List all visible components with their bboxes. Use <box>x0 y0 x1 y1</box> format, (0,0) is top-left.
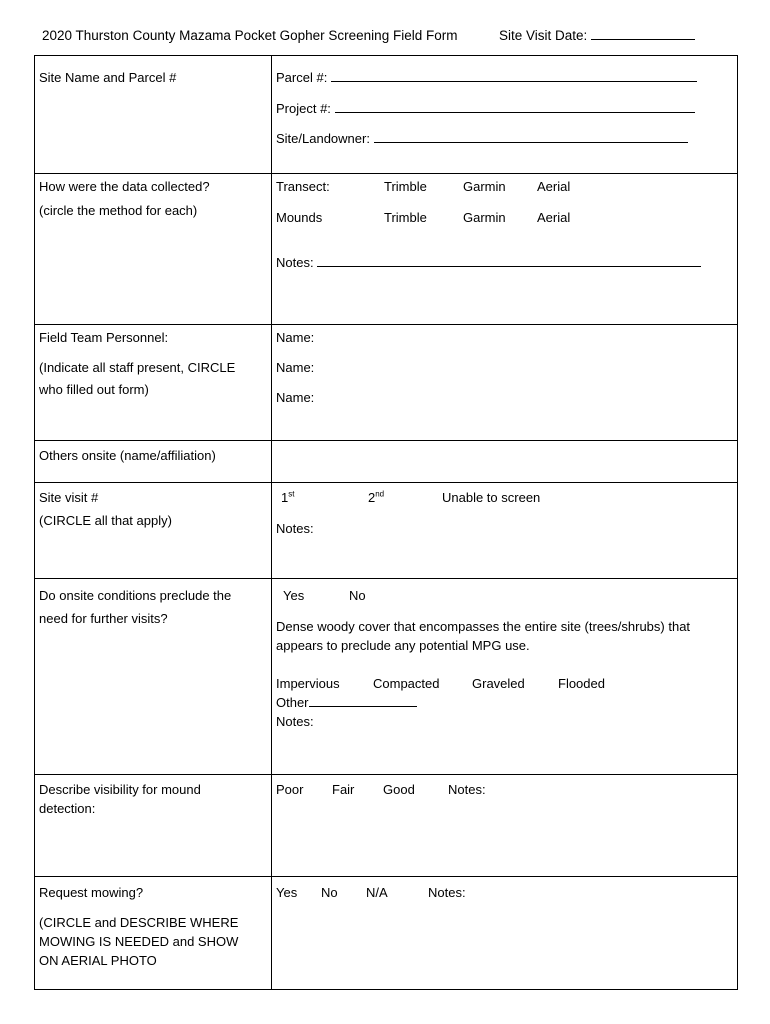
site-label: Site Name and Parcel # <box>39 70 177 85</box>
row-personnel <box>35 325 737 441</box>
mounds-option-garmin[interactable]: Garmin <box>463 210 506 225</box>
parcel-label: Parcel #: <box>276 70 328 85</box>
conditions-option-no[interactable]: No <box>349 588 366 603</box>
personnel-sublabel-2: who filled out form) <box>39 382 149 397</box>
others-onsite-field[interactable] <box>272 441 738 482</box>
project-line <box>276 101 695 117</box>
site-visit-sublabel: (CIRCLE all that apply) <box>39 513 172 528</box>
mowing-option-na[interactable]: N/A <box>366 885 388 900</box>
transect-label: Transect: <box>276 179 330 194</box>
conditions-label-1: Do onsite conditions preclude the <box>39 588 232 603</box>
conditions-other-field[interactable] <box>309 695 417 707</box>
row-data-collected <box>35 174 737 325</box>
site-visit-date-field[interactable] <box>591 28 695 40</box>
conditions-option-graveled[interactable]: Graveled <box>472 676 525 691</box>
mowing-sublabel-2: MOWING IS NEEDED and SHOW <box>39 934 239 949</box>
conditions-option-flooded[interactable]: Flooded <box>558 676 605 691</box>
data-collected-label: How were the data collected? <box>39 179 210 194</box>
data-notes-label: Notes: <box>276 255 314 270</box>
personnel-sublabel-1: (Indicate all staff present, CIRCLE <box>39 360 236 375</box>
mowing-option-yes[interactable]: Yes <box>276 885 298 900</box>
row-site <box>35 56 737 174</box>
transect-option-trimble[interactable]: Trimble <box>384 179 427 194</box>
conditions-dense-line-1[interactable]: Dense woody cover that encompasses the entire site (trees/shrubs) that <box>276 619 691 634</box>
form-table <box>34 55 738 990</box>
landowner-field[interactable] <box>374 131 688 143</box>
transect-option-aerial[interactable]: Aerial <box>537 179 571 194</box>
visibility-label-2: detection: <box>39 801 96 816</box>
personnel-name-3[interactable]: Name: <box>276 390 315 405</box>
mowing-option-no[interactable]: No <box>321 885 338 900</box>
site-visit-label: Site visit # <box>39 490 99 505</box>
others-onsite-label: Others onsite (name/affiliation) <box>39 448 216 463</box>
mowing-sublabel-3: ON AERIAL PHOTO <box>39 953 157 968</box>
mowing-notes[interactable]: Notes: <box>428 885 466 900</box>
row-visibility <box>35 775 737 877</box>
conditions-other-line <box>276 695 417 711</box>
form-header <box>42 28 742 43</box>
data-collected-sublabel: (circle the method for each) <box>39 203 198 218</box>
row-others-onsite <box>35 441 737 483</box>
project-field[interactable] <box>335 101 695 113</box>
row-request-mowing <box>35 877 737 989</box>
row-site-visit <box>35 483 737 579</box>
personnel-name-2[interactable]: Name: <box>276 360 315 375</box>
transect-option-garmin[interactable]: Garmin <box>463 179 506 194</box>
site-visit-notes[interactable]: Notes: <box>276 521 314 536</box>
visibility-option-fair[interactable]: Fair <box>332 782 355 797</box>
visit-option-first[interactable]: 1st <box>281 489 295 505</box>
conditions-option-yes[interactable]: Yes <box>283 588 305 603</box>
personnel-name-1[interactable]: Name: <box>276 330 315 345</box>
landowner-label: Site/Landowner: <box>276 131 370 146</box>
conditions-notes[interactable]: Notes: <box>276 714 314 729</box>
visit-option-unable[interactable]: Unable to screen <box>442 490 541 505</box>
mowing-sublabel-1: (CIRCLE and DESCRIBE WHERE <box>39 915 239 930</box>
conditions-label-2: need for further visits? <box>39 611 168 626</box>
visibility-notes[interactable]: Notes: <box>448 782 486 797</box>
conditions-option-impervious[interactable]: Impervious <box>276 676 340 691</box>
site-visit-date <box>499 28 695 43</box>
data-notes-field[interactable] <box>317 255 701 267</box>
visibility-option-good[interactable]: Good <box>383 782 415 797</box>
conditions-dense-line-2: appears to preclude any potential MPG use. <box>276 638 530 653</box>
row-onsite-conditions <box>35 579 737 775</box>
visibility-option-poor[interactable]: Poor <box>276 782 304 797</box>
conditions-other-label: Other <box>276 695 309 710</box>
visit-option-second[interactable]: 2nd <box>368 489 385 505</box>
data-notes-line <box>276 255 701 271</box>
project-label: Project #: <box>276 101 331 116</box>
conditions-option-compacted[interactable]: Compacted <box>373 676 440 691</box>
landowner-line <box>276 131 688 147</box>
mounds-option-aerial[interactable]: Aerial <box>537 210 571 225</box>
parcel-field[interactable] <box>331 70 697 82</box>
personnel-label: Field Team Personnel: <box>39 330 169 345</box>
mounds-option-trimble[interactable]: Trimble <box>384 210 427 225</box>
mowing-label: Request mowing? <box>39 885 144 900</box>
parcel-line <box>276 70 697 86</box>
visibility-label-1: Describe visibility for mound <box>39 782 201 797</box>
site-visit-date-label: Site Visit Date: <box>499 28 588 43</box>
form-title: 2020 Thurston County Mazama Pocket Gopher Screening Field Form <box>42 28 458 43</box>
mounds-label: Mounds <box>276 210 323 225</box>
